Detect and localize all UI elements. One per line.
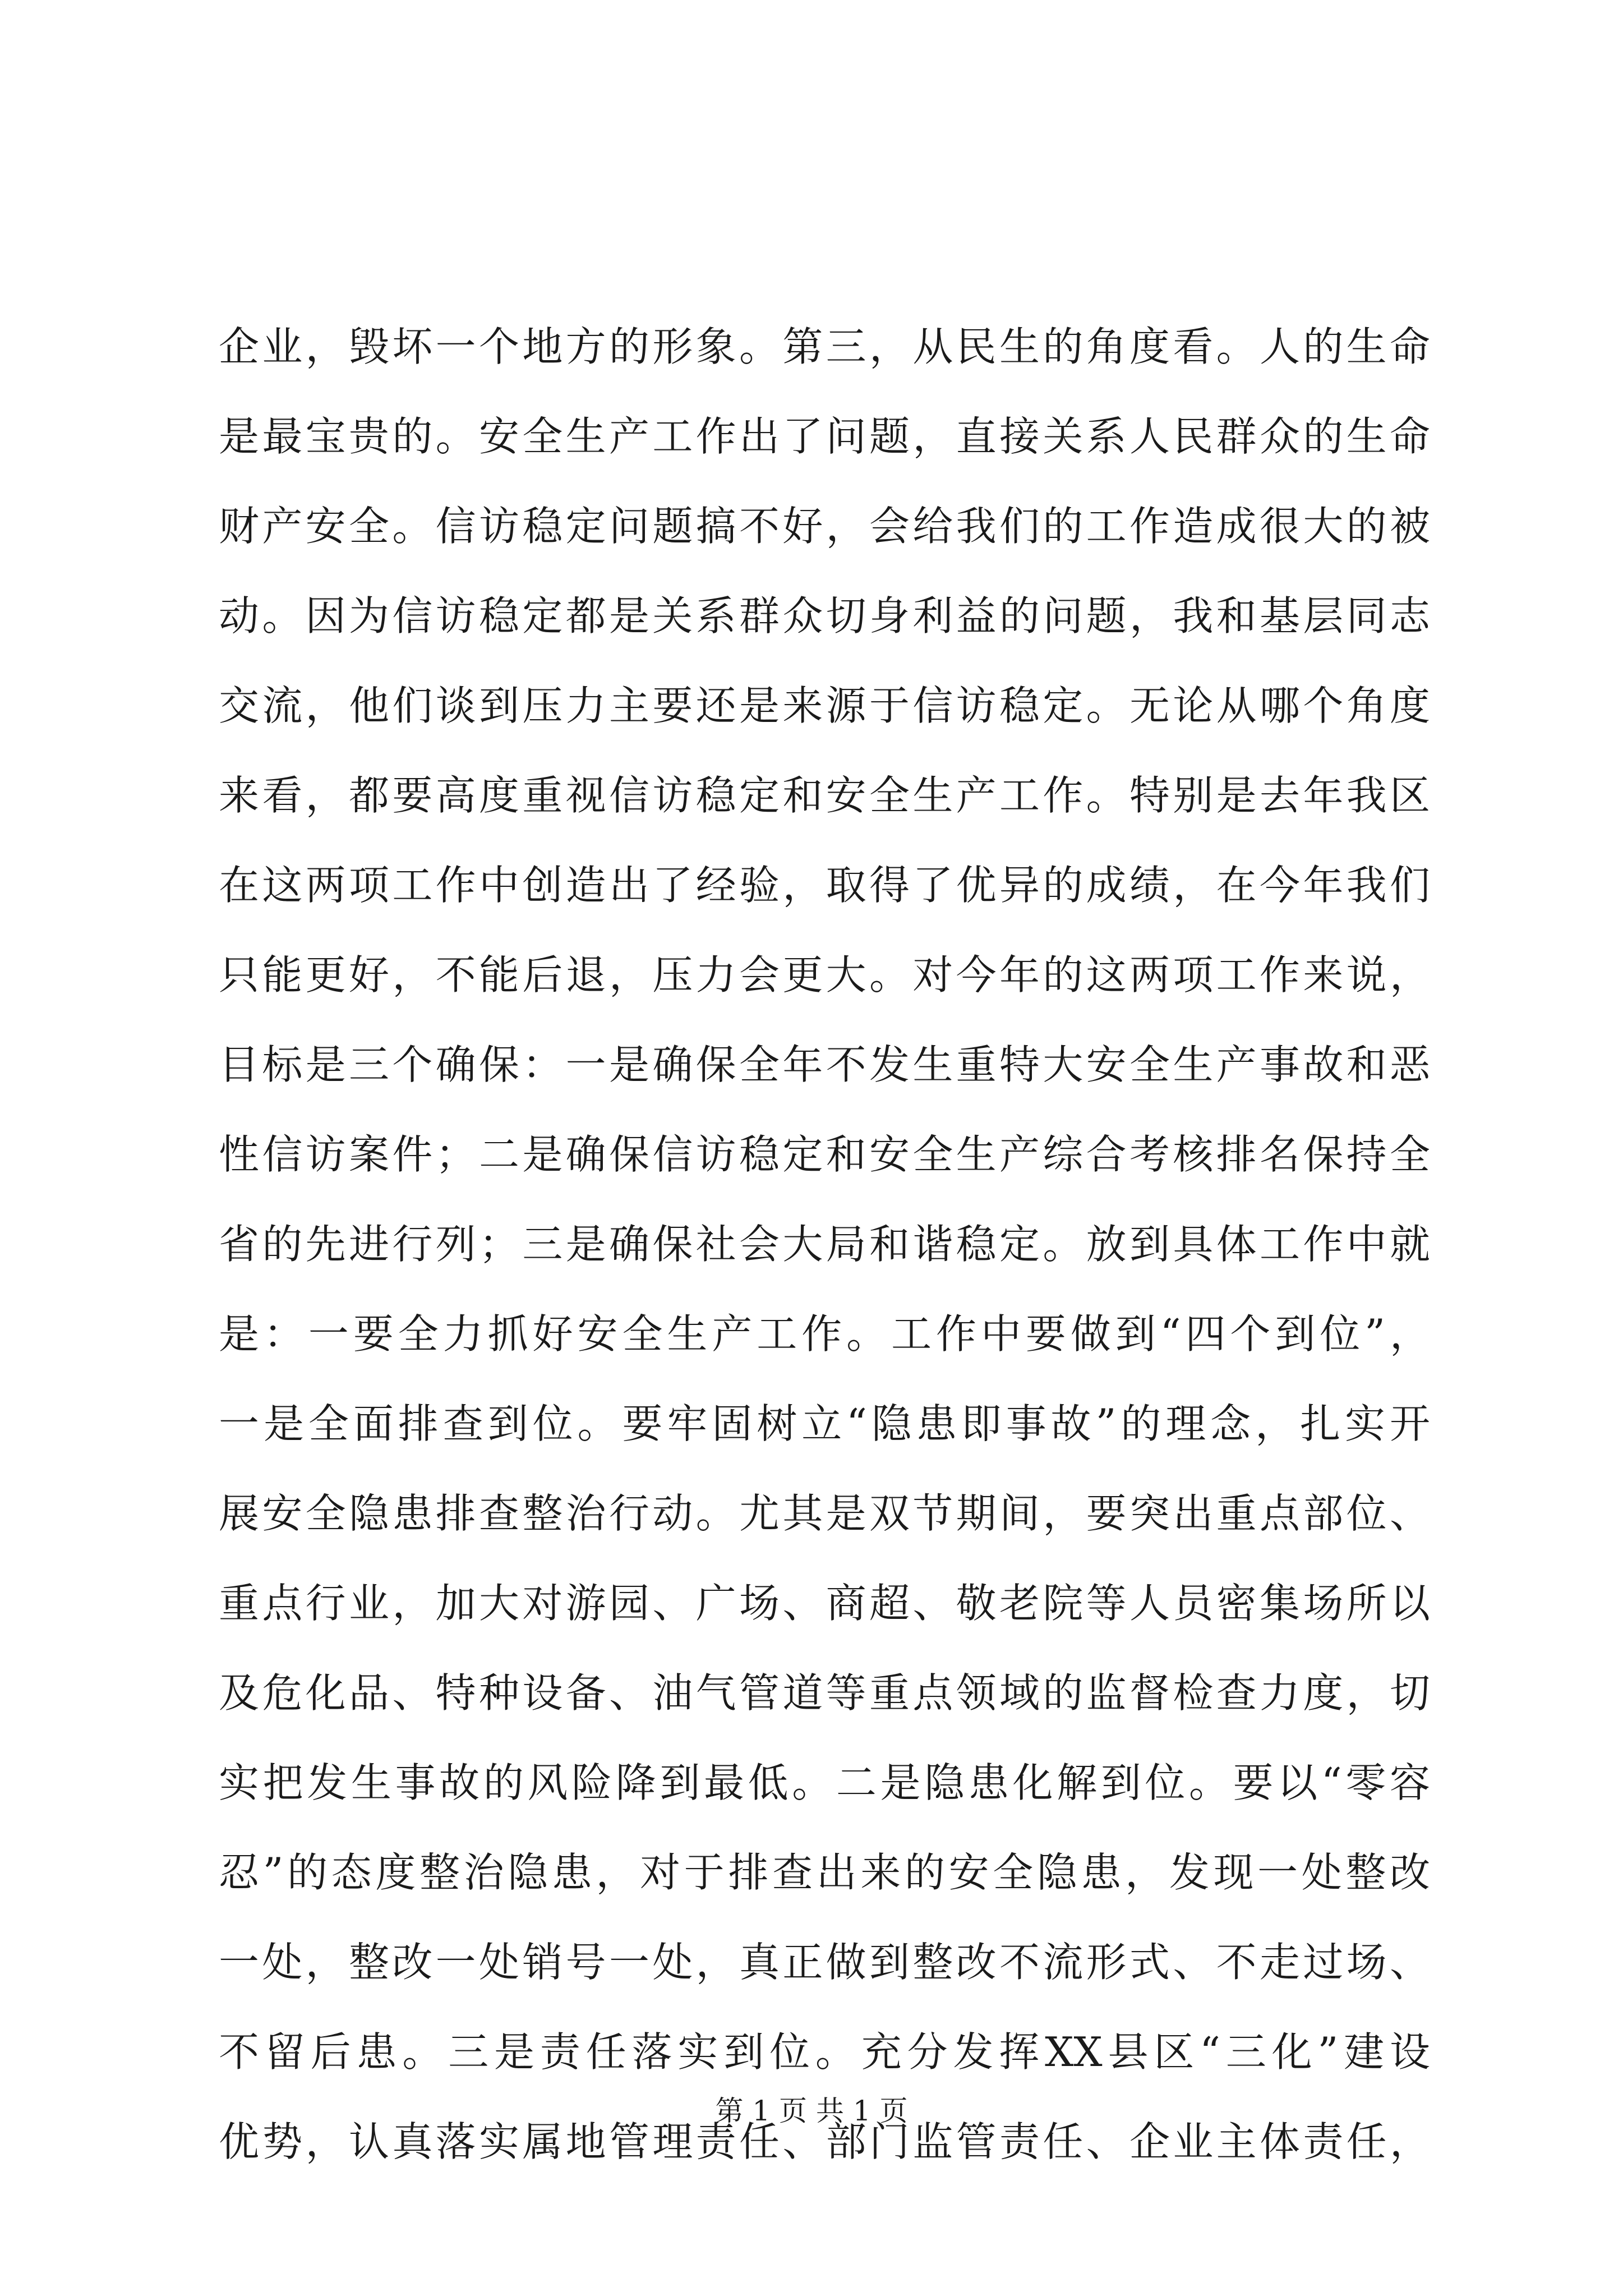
text-line-9: 目标是三个确保：一是确保全年不发生重特大安全生产事故和恶 — [219, 1041, 1430, 1088]
text-line-16: 及危化品、特种设备、油气管道等重点领域的监督检查力度，切 — [219, 1669, 1430, 1717]
text-line-5: 交流，他们谈到压力主要还是来源于信访稳定。无论从哪个角度 — [219, 682, 1430, 729]
text-line-6: 来看，都要高度重视信访稳定和安全生产工作。特别是去年我区 — [219, 772, 1430, 819]
text-line-18: 忍”的态度整治隐患，对于排查出来的安全隐患，发现一处整改 — [219, 1849, 1430, 1896]
page-footer: 第 1 页 共 1 页 — [715, 2095, 908, 2127]
text-line-17: 实把发生事故的风险降到最低。二是隐患化解到位。要以“零容 — [219, 1759, 1430, 1806]
text-line-3: 财产安全。信访稳定问题搞不好，会给我们的工作造成很大的被 — [219, 503, 1430, 550]
text-line-10: 性信访案件；二是确保信访稳定和安全生产综合考核排名保持全 — [219, 1131, 1430, 1178]
text-line-14: 展安全隐患排查整治行动。尤其是双节期间，要突出重点部位、 — [219, 1490, 1430, 1537]
text-line-13: 一是全面排查到位。要牢固树立“隐患即事故”的理念，扎实开 — [219, 1400, 1430, 1447]
text-line-15: 重点行业，加大对游园、广场、商超、敬老院等人员密集场所以 — [219, 1580, 1430, 1627]
text-line-1: 企业，毁坏一个地方的形象。第三，从民生的角度看。人的生命 — [219, 323, 1430, 370]
text-line-7: 在这两项工作中创造出了经验，取得了优异的成绩，在今年我们 — [219, 862, 1430, 909]
text-line-4: 动。因为信访稳定都是关系群众切身利益的问题，我和基层同志 — [219, 592, 1430, 639]
text-line-2: 是最宝贵的。安全生产工作出了问题，直接关系人民群众的生命 — [219, 413, 1430, 460]
text-line-11: 省的先进行列；三是确保社会大局和谐稳定。放到具体工作中就 — [219, 1221, 1430, 1268]
text-line-19: 一处，整改一处销号一处，真正做到整改不流形式、不走过场、 — [219, 1939, 1430, 1986]
text-line-20: 不留后患。三是责任落实到位。充分发挥XX县区“三化”建设 — [219, 2028, 1430, 2076]
text-line-12: 是：一要全力抓好安全生产工作。工作中要做到“四个到位”， — [219, 1310, 1430, 1358]
body-text — [219, 302, 1430, 2187]
text-line-8: 只能更好，不能后退，压力会更大。对今年的这两项工作来说， — [219, 951, 1430, 999]
text-line-21: 优势，认真落实属地管理责任、部门监管责任、企业主体责任， — [219, 2118, 1430, 2165]
